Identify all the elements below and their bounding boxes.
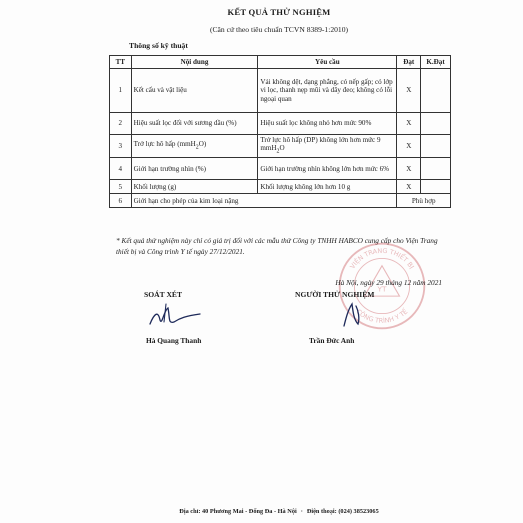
stamp-top-text: VIỆN TRANG THIẾT BỊ <box>348 246 416 271</box>
document-subtitle: (Căn cứ theo tiêu chuẩn TCVN 8389-1:2010) <box>209 25 349 34</box>
row-requirement: Khối lượng không lớn hơn 10 g <box>258 180 397 194</box>
stamp-bottom-text: CÔNG TRÌNH Y TẾ <box>354 307 410 325</box>
tester-name: Trần Đức Anh <box>309 336 355 345</box>
row-number: 5 <box>110 180 132 194</box>
footer <box>106 508 452 515</box>
footer-phone: Điện thoại: (024) 38523065 <box>306 508 379 515</box>
row-pass: X <box>397 158 421 180</box>
requirement-subscript: 2 <box>276 148 280 155</box>
sign-date: Hà Nội, ngày 29 tháng 12 năm 2021 <box>335 278 442 287</box>
section-title: Thông số kỹ thuật <box>129 41 188 50</box>
row-number: 2 <box>110 113 132 135</box>
content-subscript: 2 <box>195 144 199 151</box>
content-text: Trở lực hô hấp (mmH <box>133 140 196 149</box>
table-row <box>110 135 451 158</box>
spec-table <box>109 55 451 208</box>
document-frame <box>106 0 452 523</box>
stamp-center-text: YT <box>377 284 387 294</box>
requirement-text: Trở lực hô hấp (DP) không lớn hơn mức 9 mmH <box>260 136 381 153</box>
row-requirement: Hiệu suất lọc không nhỏ hơn mức 90% <box>258 113 397 135</box>
row-fail <box>421 158 451 180</box>
row-content: Khối lượng (g) <box>131 180 258 194</box>
requirement-text-end: O <box>279 144 285 153</box>
footer-separator: · <box>300 508 303 515</box>
content-text-end: O) <box>198 140 207 149</box>
table-row <box>110 194 451 208</box>
header-requirement: Yêu cầu <box>258 56 397 69</box>
header-fail: K.Đạt <box>421 56 451 69</box>
row-fail <box>421 135 451 158</box>
row-content: Hiệu suất lọc đối với sương dầu (%) <box>131 113 258 135</box>
footer-address: Địa chỉ: 40 Phương Mai - Đống Đa - Hà Nội <box>179 508 297 515</box>
reviewer-name: Hà Quang Thanh <box>146 336 202 345</box>
reviewer-title: SOÁT XÉT <box>144 290 183 299</box>
row-pass: X <box>397 69 421 113</box>
row-requirement <box>258 135 397 158</box>
row-requirement: Giới hạn trường nhìn không lớn hơn mức 6% <box>258 158 397 180</box>
table-row <box>110 158 451 180</box>
table-header-row <box>110 56 451 69</box>
row-fail <box>421 180 451 194</box>
row-requirement: Vải không dệt, dạng phẳng, có nếp gấp; có lớp vi lọc, thanh nẹp mũi và dây đeo; không có lỗi ngoại quan <box>258 69 397 113</box>
row-number: 6 <box>110 194 132 208</box>
table-row <box>110 113 451 135</box>
tester-signature <box>336 300 366 330</box>
table-row <box>110 180 451 194</box>
tester-title: NGƯỜI THỬ NGHIỆM <box>295 290 375 299</box>
header-tt: TT <box>110 56 132 69</box>
row-number: 3 <box>110 135 132 158</box>
row-fail <box>421 69 451 113</box>
row-pass: X <box>397 113 421 135</box>
row-number: 4 <box>110 158 132 180</box>
row-fail <box>421 113 451 135</box>
row-result: Phù hợp <box>397 194 451 208</box>
document-title: KẾT QUẢ THỬ NGHIỆM <box>227 7 331 17</box>
header-content: Nội dung <box>131 56 258 69</box>
row-number: 1 <box>110 69 132 113</box>
row-content: Giới hạn cho phép của kim loại nặng <box>131 194 397 208</box>
row-content <box>131 135 258 158</box>
note-text: * Kết quả thử nghiệm này chỉ có giá trị đối với các mẫu thử Công ty TNHH HABCO cung cấp cho Viện Trang thiết bị và Công trình Y tế ngày 27/12/2021. <box>116 236 438 256</box>
reviewer-signature <box>146 300 206 330</box>
row-content: Giới hạn trường nhìn (%) <box>131 158 258 180</box>
header-pass: Đạt <box>397 56 421 69</box>
row-content: Kết cấu và vật liệu <box>131 69 258 113</box>
row-pass: X <box>397 135 421 158</box>
table-row <box>110 69 451 113</box>
row-pass: X <box>397 180 421 194</box>
